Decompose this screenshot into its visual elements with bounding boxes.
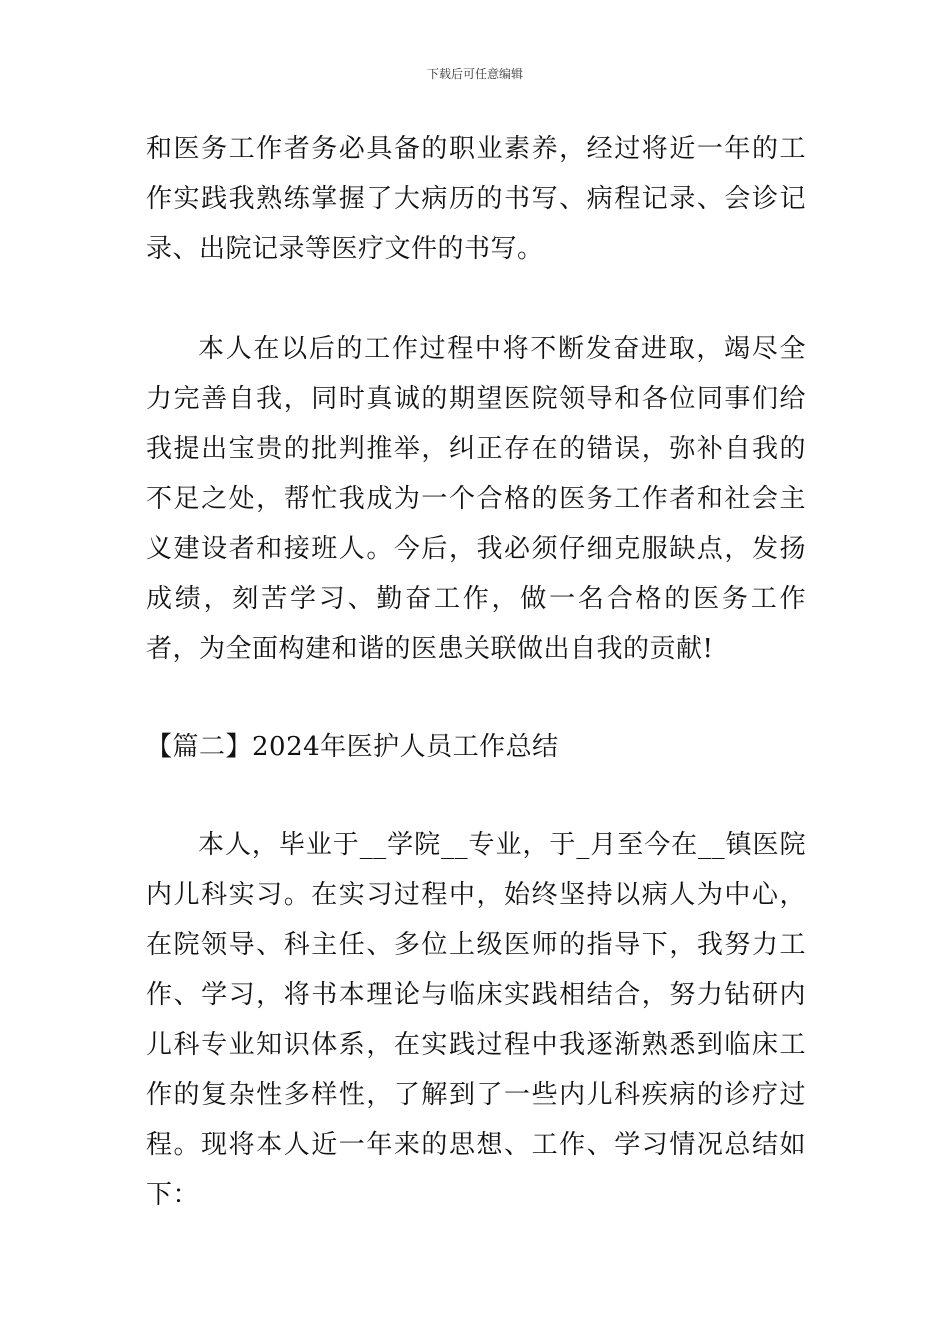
paragraph-continuation: 和医务工作者务必具备的职业素养，经过将近一年的工作实践我熟练掌握了大病历的书写、病程记录、会诊记录、出院记录等医疗文件的书写。 [146,134,806,264]
section-heading: 【篇二】2024年医护人员工作总结 [146,732,559,762]
paragraph-intro: 本人，毕业于__学院__专业，于_月至今在__镇医院内儿科实习。在实习过程中，始终坚持以病人为中心，在院领导、科主任、多位上级医师的指导下，我努力工作、学习，将书本理论与临床实践相结合，努力钻研内儿科专业知识体系，在实践过程中我逐渐熟悉到临床工作的复杂性多样性，了解到了一些内儿科疾病的诊疗过程。现将本人近一年来的思想、工作、学习情况总结如下： [146,830,806,1210]
paragraph-closing: 本人在以后的工作过程中将不断发奋进取，竭尽全力完善自我，同时真诚的期望医院领导和各位同事们给我提出宝贵的批判推举，纠正存在的错误，弥补自我的不足之处，帮忙我成为一个合格的医务工作者和社会主义建设者和接班人。今后，我必须仔细克服缺点，发扬成绩，刻苦学习、勤奋工作，做一名合格的医务工作者，为全面构建和谐的医患关联做出自我的贡献! [146,334,806,664]
page-header-note: 下载后可任意编辑 [426,67,523,81]
document-body [146,124,806,1220]
